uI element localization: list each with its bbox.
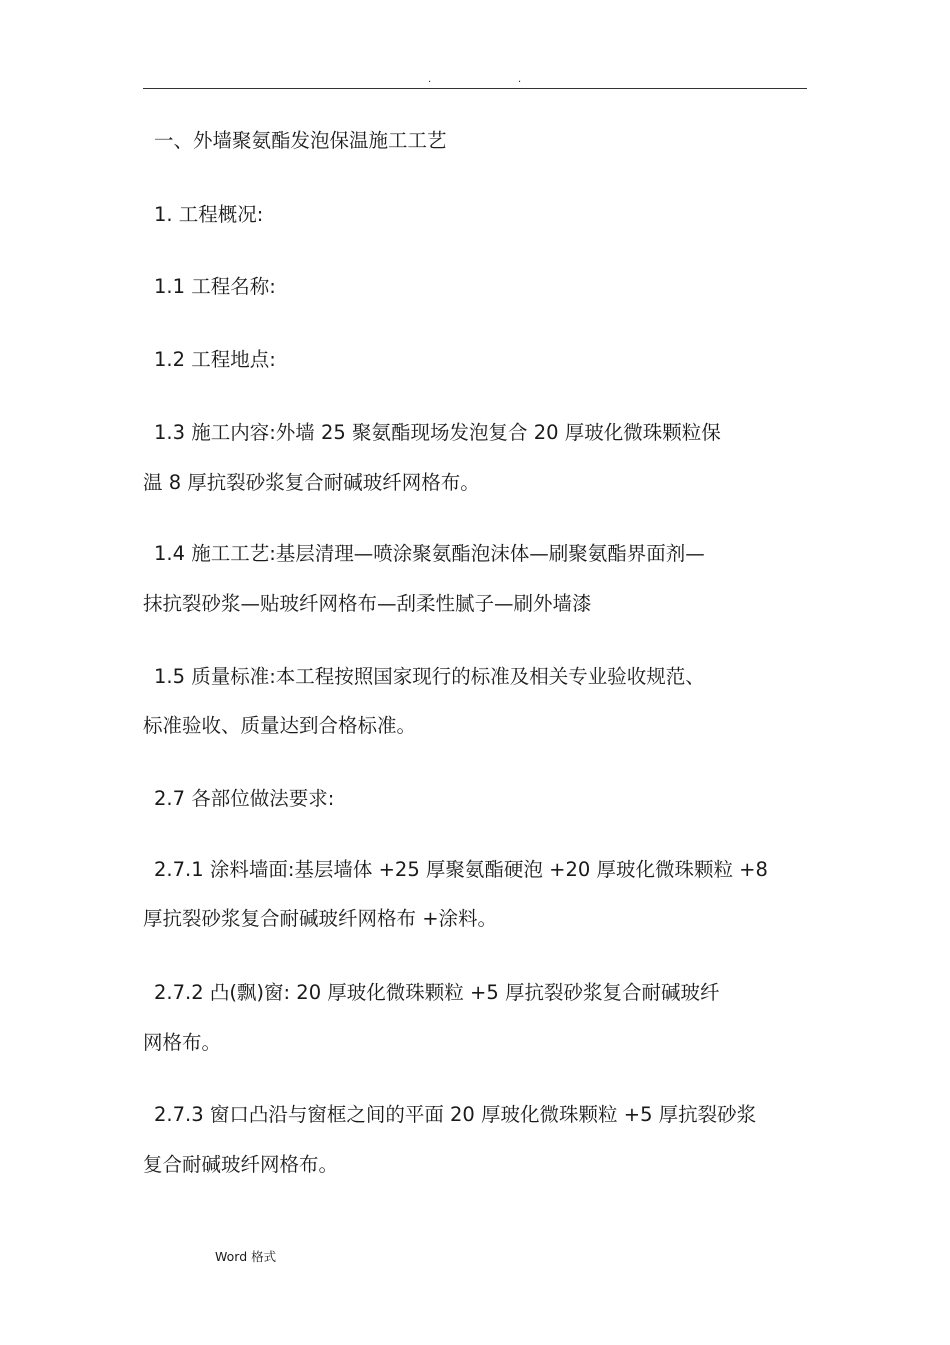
page-header bbox=[0, 74, 950, 86]
paragraph-2-7-2-line2: 网格布。 bbox=[143, 1031, 222, 1054]
section-title: 一、外墙聚氨酯发泡保温施工工艺 bbox=[154, 129, 447, 152]
paragraph-1-1: 1.1 工程名称: bbox=[154, 275, 276, 298]
header-rule bbox=[143, 88, 807, 89]
paragraph-1-3-line2: 温 8 厚抗裂砂浆复合耐碱玻纤网格布。 bbox=[143, 471, 480, 494]
paragraph-2-7-1-line2: 厚抗裂砂浆复合耐碱玻纤网格布 +涂料。 bbox=[143, 907, 498, 930]
paragraph-2-7: 2.7 各部位做法要求: bbox=[154, 787, 335, 810]
paragraph-1-5-line2: 标准验收、质量达到合格标准。 bbox=[143, 714, 417, 737]
header-dot-left: . bbox=[428, 74, 432, 85]
header-dot-right: . bbox=[518, 74, 522, 85]
paragraph-1: 1. 工程概况: bbox=[154, 203, 264, 226]
paragraph-1-4-line1: 1.4 施工工艺:基层清理—喷涂聚氨酯泡沫体—刷聚氨酯界面剂— bbox=[154, 542, 705, 565]
paragraph-1-4-line2: 抹抗裂砂浆—贴玻纤网格布—刮柔性腻子—刷外墙漆 bbox=[143, 592, 592, 615]
paragraph-1-3-line1: 1.3 施工内容:外墙 25 聚氨酯现场发泡复合 20 厚玻化微珠颗粒保 bbox=[154, 421, 721, 444]
paragraph-2-7-1-line1: 2.7.1 涂料墙面:基层墙体 +25 厚聚氨酯硬泡 +20 厚玻化微珠颗粒 +8 bbox=[154, 858, 768, 881]
page-footer: Word 格式 bbox=[215, 1249, 277, 1264]
paragraph-2-7-3-line1: 2.7.3 窗口凸沿与窗框之间的平面 20 厚玻化微珠颗粒 +5 厚抗裂砂浆 bbox=[154, 1103, 757, 1126]
paragraph-2-7-3-line2: 复合耐碱玻纤网格布。 bbox=[143, 1153, 339, 1176]
paragraph-2-7-2-line1: 2.7.2 凸(飘)窗: 20 厚玻化微珠颗粒 +5 厚抗裂砂浆复合耐碱玻纤 bbox=[154, 981, 720, 1004]
paragraph-1-5-line1: 1.5 质量标准:本工程按照国家现行的标准及相关专业验收规范、 bbox=[154, 665, 705, 688]
paragraph-1-2: 1.2 工程地点: bbox=[154, 348, 276, 371]
